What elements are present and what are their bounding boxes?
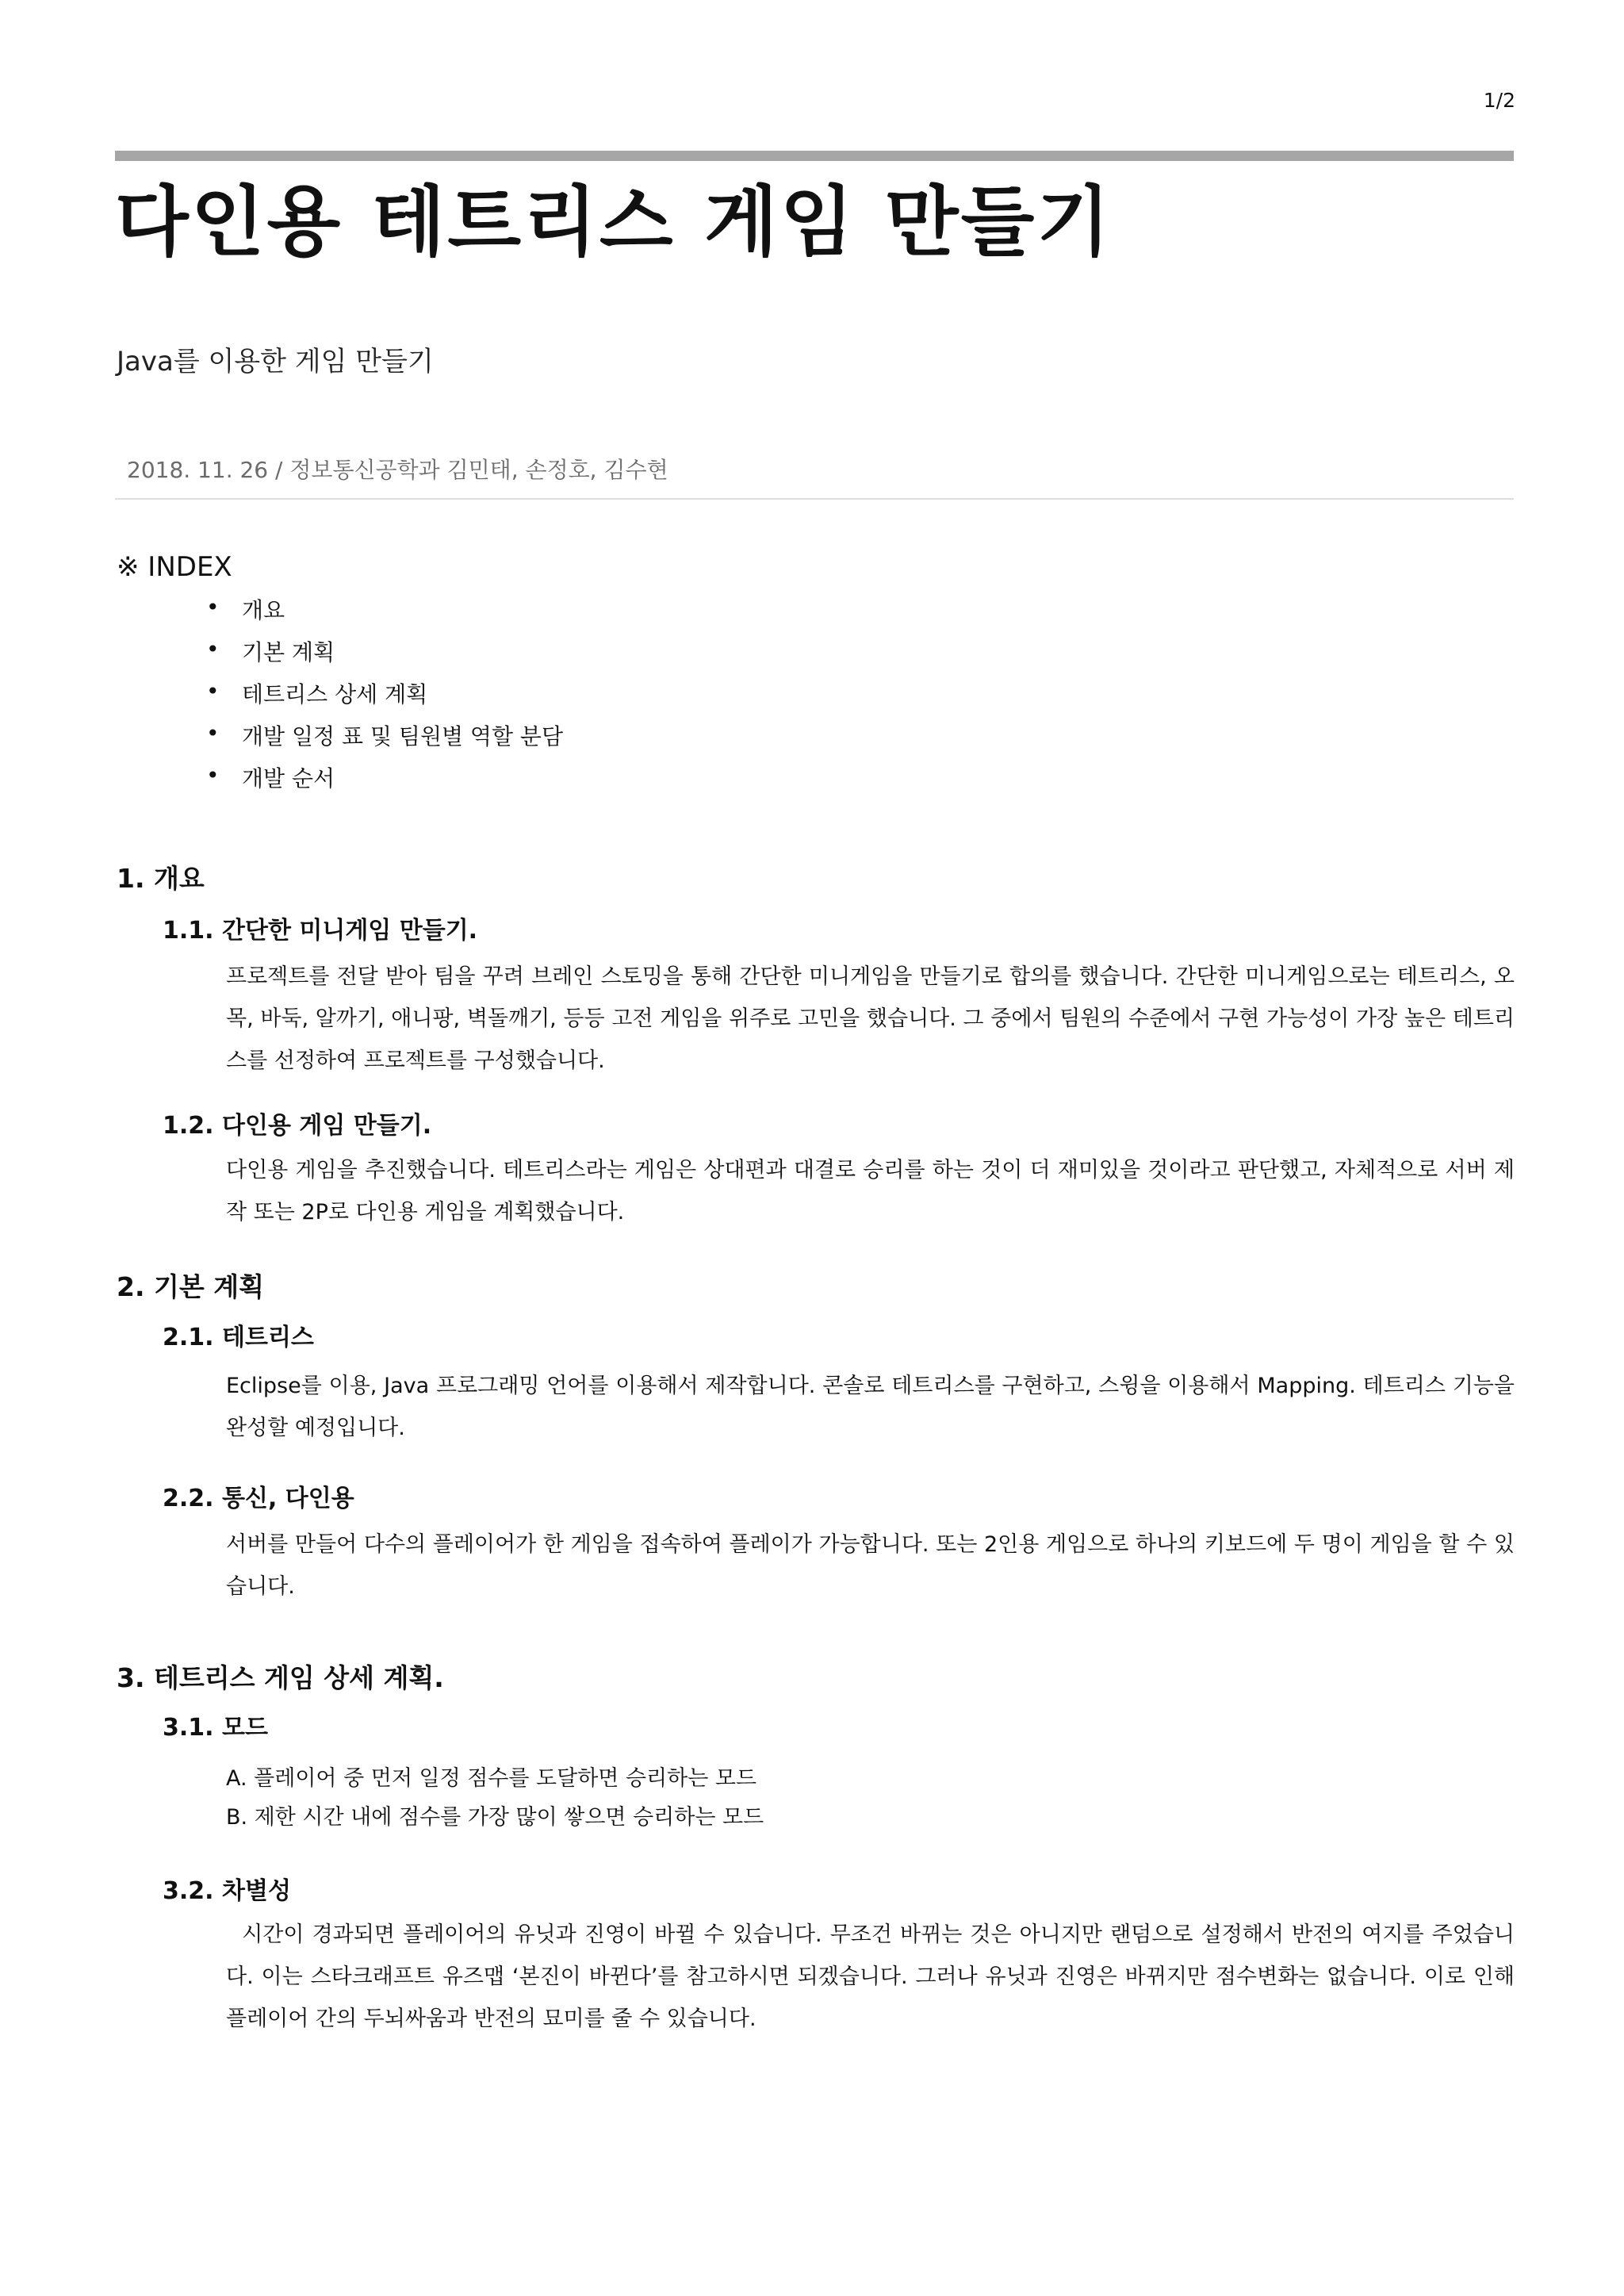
index-item-label: 개발 순서 — [242, 765, 335, 792]
index-item — [202, 761, 563, 803]
section-2-1-heading: 2.1. 테트리스 — [163, 1324, 314, 1351]
document-title: 다인용 테트리스 게임 만들기 — [115, 178, 1113, 266]
index-item-label: 개발 일정 표 및 팀원별 역할 분담 — [242, 723, 564, 749]
section-3-2-heading: 3.2. 차별성 — [163, 1877, 291, 1905]
section-1-1-heading: 1.1. 간단한 미니게임 만들기. — [163, 917, 478, 945]
bullet-icon: • — [206, 678, 220, 704]
index-item-label: 개요 — [242, 597, 285, 623]
index-item — [202, 677, 563, 719]
page-number: 1/2 — [1483, 89, 1515, 112]
document-subtitle: Java를 이용한 게임 만들기 — [117, 346, 434, 378]
mode-a-text: A. 플레이어 중 먼저 일정 점수를 도달하면 승리하는 모드 — [226, 1766, 757, 1791]
section-2-1-text: Eclipse를 이용, Java 프로그래밍 언어를 이용해서 제작합니다. 콘솔로 테트리스를 구현하고, 스윙을 이용해서 Mapping. 테트리스 기능을 완성할 예정입니다. — [226, 1374, 1515, 1440]
bullet-icon: • — [206, 720, 220, 746]
index-item — [202, 719, 563, 761]
mode-b-text: B. 제한 시간 내에 점수를 가장 많이 쌓으면 승리하는 모드 — [226, 1805, 764, 1830]
section-1-2-text: 다인용 게임을 추진했습니다. 테트리스라는 게임은 상대편과 대결로 승리를 하는 것이 더 재미있을 것이라고 판단했고, 자체적으로 서버 제작 또는 2P로 다인용 게임을 계획했습니다. — [226, 1158, 1515, 1225]
bullet-icon: • — [206, 636, 220, 662]
date-author-line: 2018. 11. 26 / 정보통신공학과 김민태, 손정호, 김수현 — [127, 457, 668, 483]
section-1-2-heading: 1.2. 다인용 게임 만들기. — [163, 1112, 432, 1140]
bullet-icon: • — [206, 594, 220, 620]
section-1-1-text: 프로젝트를 전달 받아 팀을 꾸려 브레인 스토밍을 통해 간단한 미니게임을 만들기로 합의를 했습니다. 간단한 미니게임으로는 테트리스, 오목, 바둑, 알까기, 애니팡, 벽돌깨기, 등등 고전 게임을 위주로 고민을 했습니다. 그 중에서 팀원의 수준에서 구현 가능성이 가장 높은 테트리스를 선정하여 프로젝트를 구성했습니다. — [226, 964, 1515, 1073]
meta-divider — [115, 498, 1514, 500]
title-top-rule — [115, 151, 1514, 161]
section-3-heading: 3. 테트리스 게임 상세 계획. — [117, 1662, 444, 1693]
index-item — [202, 593, 563, 635]
section-2-2-text: 서버를 만들어 다수의 플레이어가 한 게임을 접속하여 플레이가 가능합니다. 또는 2인용 게임으로 하나의 키보드에 두 명이 게임을 할 수 있습니다. — [226, 1532, 1515, 1599]
section-2-heading: 2. 기본 계획 — [117, 1271, 264, 1302]
index-heading: ※ INDEX — [117, 551, 232, 583]
section-3-2-text: 시간이 경과되면 플레이어의 유닛과 진영이 바뀔 수 있습니다. 무조건 바뀌는 것은 아니지만 랜덤으로 설정해서 반전의 여지를 주었습니다. 이는 스타크래프트 유즈맵 ‘본진이 바뀐다’를 참고하시면 되겠습니다. 그러나 유닛과 진영은 바뀌지만 점수변화는 없습니다. 이로 인해 플레이어 간의 두뇌싸움과 반전의 묘미를 줄 수 있습니다. — [226, 1922, 1522, 2031]
index-item-label: 테트리스 상세 계획 — [242, 681, 428, 707]
section-2-2-heading: 2.2. 통신, 다인용 — [163, 1485, 354, 1512]
index-list — [202, 593, 563, 803]
section-3-1-heading: 3.1. 모드 — [163, 1714, 268, 1742]
bullet-icon: • — [206, 762, 220, 788]
index-item-label: 기본 계획 — [242, 639, 335, 665]
index-item — [202, 635, 563, 677]
section-1-heading: 1. 개요 — [117, 863, 205, 894]
